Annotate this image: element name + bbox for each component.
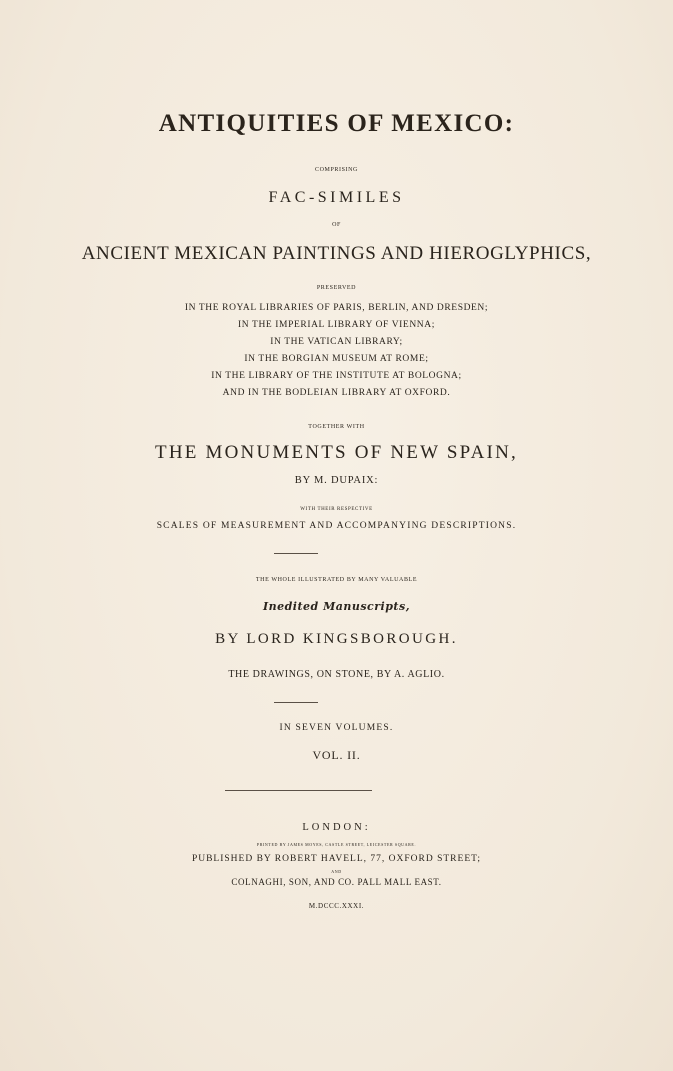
library-line: IN THE BORGIAN MUSEUM AT ROME;	[244, 354, 429, 364]
colnaghi-line: COLNAGHI, SON, AND CO. PALL MALL EAST.	[231, 877, 442, 887]
manuscripts-text: Inedited Manuscripts,	[262, 600, 411, 613]
respective-text: WITH THEIR RESPECTIVE	[300, 507, 373, 512]
comprising-text: COMPRISING	[314, 167, 358, 173]
volume-number: VOL. II.	[312, 748, 361, 762]
monuments-heading: THE MONUMENTS OF NEW SPAIN,	[155, 442, 518, 463]
and-text: AND	[331, 869, 342, 874]
library-line: IN THE VATICAN LIBRARY;	[270, 337, 403, 347]
divider-rule	[274, 553, 318, 554]
divider-rule	[274, 702, 318, 703]
book-title: ANTIQUITIES OF MEXICO:	[158, 110, 515, 137]
library-line: IN THE IMPERIAL LIBRARY OF VIENNA;	[238, 320, 435, 330]
dupaix-byline: BY M. DUPAIX:	[294, 475, 379, 486]
facsimiles-heading: FAC-SIMILES	[268, 189, 405, 206]
volumes-text: IN SEVEN VOLUMES.	[279, 723, 394, 733]
of-text: OF	[332, 222, 341, 228]
library-line: IN THE ROYAL LIBRARIES OF PARIS, BERLIN, AND DRESDEN;	[184, 303, 489, 313]
together-with-text: TOGETHER WITH	[308, 424, 365, 430]
drawings-credit: THE DRAWINGS, ON STONE, BY A. AGLIO.	[228, 669, 445, 680]
scales-text: SCALES OF MEASUREMENT AND ACCOMPANYING DESCRIPTIONS.	[156, 521, 517, 531]
divider-rule	[225, 790, 372, 791]
publication-year: M.DCCC.XXXI.	[308, 902, 365, 910]
illustrated-text: THE WHOLE ILLUSTRATED BY MANY VALUABLE	[255, 577, 418, 583]
paintings-heading: ANCIENT MEXICAN PAINTINGS AND HIEROGLYPHICS,	[81, 243, 592, 264]
author-byline: BY LORD KINGSBOROUGH.	[215, 631, 458, 647]
library-line: AND IN THE BODLEIAN LIBRARY AT OXFORD.	[222, 388, 451, 398]
printer-credit: PRINTED BY JAMES MOYES, CASTLE STREET, LEICESTER SQUARE.	[256, 842, 417, 847]
preserved-text: PRESERVED	[316, 285, 357, 291]
publisher-line: PUBLISHED BY ROBERT HAVELL, 77, OXFORD STREET;	[191, 854, 482, 864]
library-line: IN THE LIBRARY OF THE INSTITUTE AT BOLOGNA;	[211, 371, 462, 381]
london-text: LONDON:	[302, 822, 371, 833]
